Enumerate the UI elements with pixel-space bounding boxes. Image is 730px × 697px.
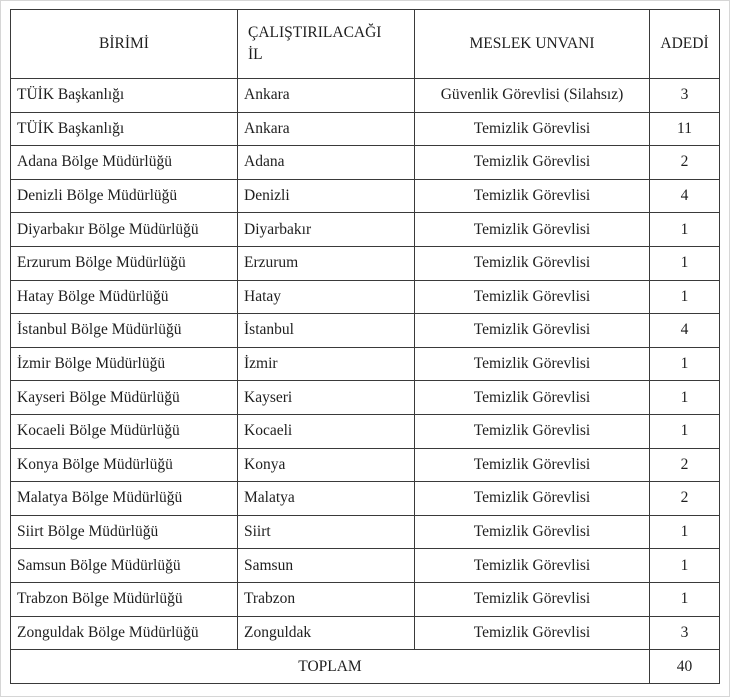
table-footer xyxy=(11,650,720,684)
cell-unit: TÜİK Başkanlığı xyxy=(11,112,238,146)
table-row xyxy=(11,381,720,415)
cell-unit: Trabzon Bölge Müdürlüğü xyxy=(11,582,238,616)
cell-city: Zonguldak xyxy=(238,616,415,650)
table-row xyxy=(11,482,720,516)
cell-count: 2 xyxy=(650,482,720,516)
cell-unit: Samsun Bölge Müdürlüğü xyxy=(11,549,238,583)
cell-unit: Kocaeli Bölge Müdürlüğü xyxy=(11,414,238,448)
cell-count: 3 xyxy=(650,79,720,113)
cell-unit: İstanbul Bölge Müdürlüğü xyxy=(11,314,238,348)
cell-unit: Siirt Bölge Müdürlüğü xyxy=(11,515,238,549)
cell-city: Ankara xyxy=(238,112,415,146)
cell-city: İzmir xyxy=(238,347,415,381)
cell-city: Malatya xyxy=(238,482,415,516)
cell-job: Temizlik Görevlisi xyxy=(415,414,650,448)
cell-job: Temizlik Görevlisi xyxy=(415,112,650,146)
cell-job: Temizlik Görevlisi xyxy=(415,381,650,415)
cell-unit: Diyarbakır Bölge Müdürlüğü xyxy=(11,213,238,247)
table-row xyxy=(11,146,720,180)
cell-city: Konya xyxy=(238,448,415,482)
cell-unit: İzmir Bölge Müdürlüğü xyxy=(11,347,238,381)
header-city xyxy=(238,10,415,79)
cell-unit: Erzurum Bölge Müdürlüğü xyxy=(11,246,238,280)
cell-city: İstanbul xyxy=(238,314,415,348)
cell-city: Kocaeli xyxy=(238,414,415,448)
cell-city: Siirt xyxy=(238,515,415,549)
cell-unit: Adana Bölge Müdürlüğü xyxy=(11,146,238,180)
cell-unit: Denizli Bölge Müdürlüğü xyxy=(11,179,238,213)
cell-unit: Kayseri Bölge Müdürlüğü xyxy=(11,381,238,415)
cell-count: 1 xyxy=(650,414,720,448)
cell-count: 1 xyxy=(650,582,720,616)
cell-count: 1 xyxy=(650,213,720,247)
cell-unit: Malatya Bölge Müdürlüğü xyxy=(11,482,238,516)
table-row xyxy=(11,347,720,381)
table-row xyxy=(11,448,720,482)
cell-count: 1 xyxy=(650,347,720,381)
cell-unit: Konya Bölge Müdürlüğü xyxy=(11,448,238,482)
cell-count: 1 xyxy=(650,280,720,314)
table-row xyxy=(11,280,720,314)
header-count: ADEDİ xyxy=(650,10,720,79)
cell-city: Samsun xyxy=(238,549,415,583)
cell-unit: TÜİK Başkanlığı xyxy=(11,79,238,113)
cell-job: Temizlik Görevlisi xyxy=(415,146,650,180)
cell-job: Temizlik Görevlisi xyxy=(415,347,650,381)
cell-job: Temizlik Görevlisi xyxy=(415,213,650,247)
cell-job: Temizlik Görevlisi xyxy=(415,582,650,616)
cell-count: 11 xyxy=(650,112,720,146)
cell-job: Temizlik Görevlisi xyxy=(415,482,650,516)
cell-city: Ankara xyxy=(238,79,415,113)
header-job: MESLEK UNVANI xyxy=(415,10,650,79)
table-row xyxy=(11,582,720,616)
cell-city: Hatay xyxy=(238,280,415,314)
cell-count: 1 xyxy=(650,515,720,549)
cell-job: Temizlik Görevlisi xyxy=(415,246,650,280)
cell-job: Temizlik Görevlisi xyxy=(415,549,650,583)
cell-count: 3 xyxy=(650,616,720,650)
table-row xyxy=(11,616,720,650)
cell-city: Denizli xyxy=(238,179,415,213)
header-city-line2: İL xyxy=(248,46,263,63)
header-row xyxy=(11,10,720,79)
cell-count: 4 xyxy=(650,179,720,213)
cell-count: 1 xyxy=(650,381,720,415)
cell-count: 4 xyxy=(650,314,720,348)
total-label: TOPLAM xyxy=(11,650,650,684)
cell-count: 2 xyxy=(650,448,720,482)
cell-job: Temizlik Görevlisi xyxy=(415,448,650,482)
total-value: 40 xyxy=(650,650,720,684)
cell-job: Temizlik Görevlisi xyxy=(415,179,650,213)
cell-job: Temizlik Görevlisi xyxy=(415,280,650,314)
cell-unit: Zonguldak Bölge Müdürlüğü xyxy=(11,616,238,650)
table-body xyxy=(11,79,720,650)
table-header xyxy=(11,10,720,79)
header-unit: BİRİMİ xyxy=(11,10,238,79)
table-row xyxy=(11,112,720,146)
cell-count: 1 xyxy=(650,246,720,280)
cell-unit: Hatay Bölge Müdürlüğü xyxy=(11,280,238,314)
staffing-table xyxy=(10,9,720,684)
cell-city: Erzurum xyxy=(238,246,415,280)
total-row xyxy=(11,650,720,684)
table-row xyxy=(11,246,720,280)
table-row xyxy=(11,79,720,113)
table-row xyxy=(11,314,720,348)
table-row xyxy=(11,549,720,583)
table-row xyxy=(11,213,720,247)
cell-count: 2 xyxy=(650,146,720,180)
cell-city: Kayseri xyxy=(238,381,415,415)
cell-job: Temizlik Görevlisi xyxy=(415,616,650,650)
table-row xyxy=(11,414,720,448)
cell-count: 1 xyxy=(650,549,720,583)
cell-city: Adana xyxy=(238,146,415,180)
cell-job: Temizlik Görevlisi xyxy=(415,515,650,549)
header-city-line1: ÇALIŞTIRILACAĞI xyxy=(248,24,382,41)
table-row xyxy=(11,179,720,213)
cell-job: Güvenlik Görevlisi (Silahsız) xyxy=(415,79,650,113)
cell-city: Diyarbakır xyxy=(238,213,415,247)
table-row xyxy=(11,515,720,549)
cell-city: Trabzon xyxy=(238,582,415,616)
cell-job: Temizlik Görevlisi xyxy=(415,314,650,348)
